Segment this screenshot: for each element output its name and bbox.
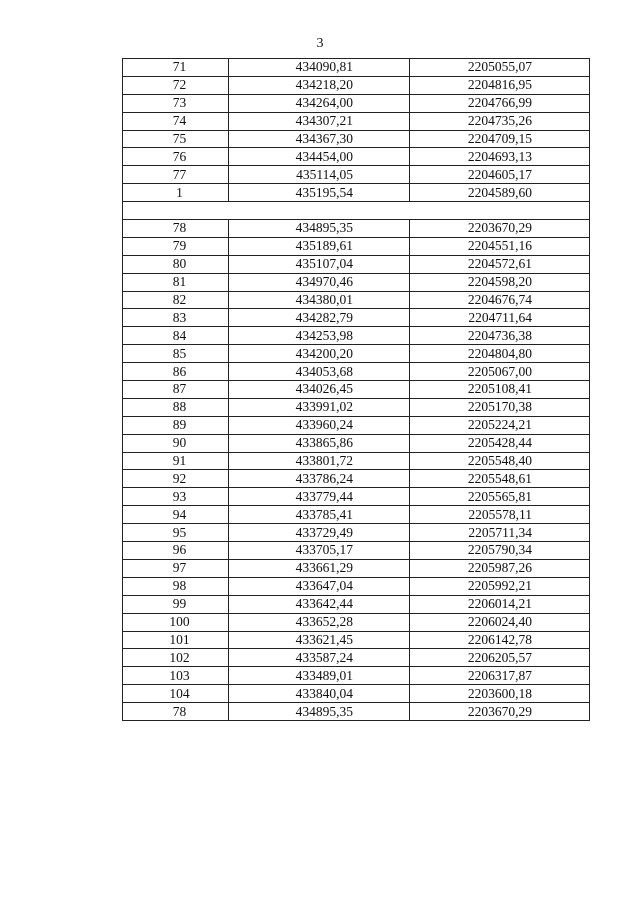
table-row [123, 434, 590, 452]
separator-row [123, 202, 590, 220]
y-coordinate-cell: 2204736,38 [410, 327, 590, 345]
point-number-cell: 83 [123, 309, 229, 327]
table-row [123, 345, 590, 363]
table-row [123, 184, 590, 202]
y-coordinate-cell: 2203600,18 [410, 685, 590, 703]
y-coordinate-cell: 2206317,87 [410, 667, 590, 685]
point-number-cell: 92 [123, 470, 229, 488]
table-row [123, 255, 590, 273]
x-coordinate-cell: 434090,81 [229, 59, 410, 77]
y-coordinate-cell: 2205170,38 [410, 398, 590, 416]
table-row [123, 381, 590, 399]
x-coordinate-cell: 433621,45 [229, 631, 410, 649]
table-row [123, 667, 590, 685]
y-coordinate-cell: 2206142,78 [410, 631, 590, 649]
y-coordinate-cell: 2204735,26 [410, 112, 590, 130]
x-coordinate-cell: 434026,45 [229, 381, 410, 399]
table-row [123, 577, 590, 595]
x-coordinate-cell: 433785,41 [229, 506, 410, 524]
x-coordinate-cell: 433705,17 [229, 542, 410, 560]
point-number-cell: 100 [123, 613, 229, 631]
page-number: 3 [316, 36, 324, 51]
y-coordinate-cell: 2204551,16 [410, 237, 590, 255]
table-row [123, 220, 590, 238]
y-coordinate-cell: 2205578,11 [410, 506, 590, 524]
table-row [123, 166, 590, 184]
table-row [123, 613, 590, 631]
point-number-cell: 77 [123, 166, 229, 184]
x-coordinate-cell: 433729,49 [229, 524, 410, 542]
x-coordinate-cell: 434380,01 [229, 291, 410, 309]
point-number-cell: 78 [123, 703, 229, 721]
y-coordinate-cell: 2204693,13 [410, 148, 590, 166]
y-coordinate-cell: 2206205,57 [410, 649, 590, 667]
y-coordinate-cell: 2205108,41 [410, 381, 590, 399]
y-coordinate-cell: 2205987,26 [410, 559, 590, 577]
point-number-cell: 98 [123, 577, 229, 595]
x-coordinate-cell: 434970,46 [229, 273, 410, 291]
table-row [123, 94, 590, 112]
x-coordinate-cell: 433786,24 [229, 470, 410, 488]
table-row [123, 237, 590, 255]
y-coordinate-cell: 2203670,29 [410, 703, 590, 721]
table-row [123, 130, 590, 148]
table-row [123, 703, 590, 721]
y-coordinate-cell: 2204766,99 [410, 94, 590, 112]
point-number-cell: 1 [123, 184, 229, 202]
x-coordinate-cell: 433840,04 [229, 685, 410, 703]
y-coordinate-cell: 2205548,61 [410, 470, 590, 488]
point-number-cell: 78 [123, 220, 229, 238]
coordinates-table [122, 58, 590, 721]
y-coordinate-cell: 2205055,07 [410, 59, 590, 77]
x-coordinate-cell: 433865,86 [229, 434, 410, 452]
table-row [123, 631, 590, 649]
table-row [123, 506, 590, 524]
table-row [123, 327, 590, 345]
table-row [123, 649, 590, 667]
x-coordinate-cell: 434895,35 [229, 220, 410, 238]
y-coordinate-cell: 2205548,40 [410, 452, 590, 470]
point-number-cell: 90 [123, 434, 229, 452]
y-coordinate-cell: 2204572,61 [410, 255, 590, 273]
table-row [123, 559, 590, 577]
x-coordinate-cell: 433960,24 [229, 416, 410, 434]
table-row [123, 76, 590, 94]
point-number-cell: 75 [123, 130, 229, 148]
point-number-cell: 79 [123, 237, 229, 255]
x-coordinate-cell: 433991,02 [229, 398, 410, 416]
y-coordinate-cell: 2204709,15 [410, 130, 590, 148]
y-coordinate-cell: 2204711,64 [410, 309, 590, 327]
y-coordinate-cell: 2205428,44 [410, 434, 590, 452]
y-coordinate-cell: 2205711,34 [410, 524, 590, 542]
point-number-cell: 102 [123, 649, 229, 667]
x-coordinate-cell: 434367,30 [229, 130, 410, 148]
x-coordinate-cell: 434454,00 [229, 148, 410, 166]
point-number-cell: 85 [123, 345, 229, 363]
x-coordinate-cell: 434200,20 [229, 345, 410, 363]
y-coordinate-cell: 2205565,81 [410, 488, 590, 506]
y-coordinate-cell: 2206014,21 [410, 595, 590, 613]
table-row [123, 363, 590, 381]
y-coordinate-cell: 2204589,60 [410, 184, 590, 202]
y-coordinate-cell: 2204605,17 [410, 166, 590, 184]
point-number-cell: 99 [123, 595, 229, 613]
point-number-cell: 86 [123, 363, 229, 381]
x-coordinate-cell: 434895,35 [229, 703, 410, 721]
x-coordinate-cell: 433652,28 [229, 613, 410, 631]
table-row [123, 112, 590, 130]
x-coordinate-cell: 434282,79 [229, 309, 410, 327]
table-row [123, 148, 590, 166]
table-row [123, 685, 590, 703]
y-coordinate-cell: 2204816,95 [410, 76, 590, 94]
x-coordinate-cell: 435189,61 [229, 237, 410, 255]
y-coordinate-cell: 2205992,21 [410, 577, 590, 595]
y-coordinate-cell: 2204676,74 [410, 291, 590, 309]
point-number-cell: 73 [123, 94, 229, 112]
x-coordinate-cell: 433489,01 [229, 667, 410, 685]
point-number-cell: 87 [123, 381, 229, 399]
point-number-cell: 95 [123, 524, 229, 542]
x-coordinate-cell: 435107,04 [229, 255, 410, 273]
table-row [123, 595, 590, 613]
x-coordinate-cell: 434307,21 [229, 112, 410, 130]
x-coordinate-cell: 434053,68 [229, 363, 410, 381]
point-number-cell: 88 [123, 398, 229, 416]
table-row [123, 470, 590, 488]
point-number-cell: 103 [123, 667, 229, 685]
point-number-cell: 89 [123, 416, 229, 434]
table-row [123, 291, 590, 309]
table-row [123, 273, 590, 291]
y-coordinate-cell: 2204598,20 [410, 273, 590, 291]
x-coordinate-cell: 433647,04 [229, 577, 410, 595]
point-number-cell: 74 [123, 112, 229, 130]
point-number-cell: 104 [123, 685, 229, 703]
x-coordinate-cell: 434264,00 [229, 94, 410, 112]
table-row [123, 542, 590, 560]
x-coordinate-cell: 433661,29 [229, 559, 410, 577]
separator-cell [123, 202, 590, 220]
point-number-cell: 76 [123, 148, 229, 166]
point-number-cell: 97 [123, 559, 229, 577]
x-coordinate-cell: 433779,44 [229, 488, 410, 506]
y-coordinate-cell: 2204804,80 [410, 345, 590, 363]
table-row [123, 416, 590, 434]
point-number-cell: 72 [123, 76, 229, 94]
x-coordinate-cell: 435195,54 [229, 184, 410, 202]
point-number-cell: 84 [123, 327, 229, 345]
y-coordinate-cell: 2205790,34 [410, 542, 590, 560]
table-row [123, 488, 590, 506]
point-number-cell: 96 [123, 542, 229, 560]
x-coordinate-cell: 434253,98 [229, 327, 410, 345]
point-number-cell: 91 [123, 452, 229, 470]
table-row [123, 524, 590, 542]
point-number-cell: 82 [123, 291, 229, 309]
point-number-cell: 81 [123, 273, 229, 291]
y-coordinate-cell: 2205224,21 [410, 416, 590, 434]
x-coordinate-cell: 433642,44 [229, 595, 410, 613]
y-coordinate-cell: 2206024,40 [410, 613, 590, 631]
coordinates-table-body [123, 59, 590, 721]
point-number-cell: 80 [123, 255, 229, 273]
table-row [123, 59, 590, 77]
x-coordinate-cell: 433587,24 [229, 649, 410, 667]
y-coordinate-cell: 2205067,00 [410, 363, 590, 381]
point-number-cell: 94 [123, 506, 229, 524]
table-row [123, 452, 590, 470]
point-number-cell: 93 [123, 488, 229, 506]
y-coordinate-cell: 2203670,29 [410, 220, 590, 238]
point-number-cell: 101 [123, 631, 229, 649]
x-coordinate-cell: 435114,05 [229, 166, 410, 184]
x-coordinate-cell: 434218,20 [229, 76, 410, 94]
point-number-cell: 71 [123, 59, 229, 77]
table-row [123, 398, 590, 416]
x-coordinate-cell: 433801,72 [229, 452, 410, 470]
table-row [123, 309, 590, 327]
